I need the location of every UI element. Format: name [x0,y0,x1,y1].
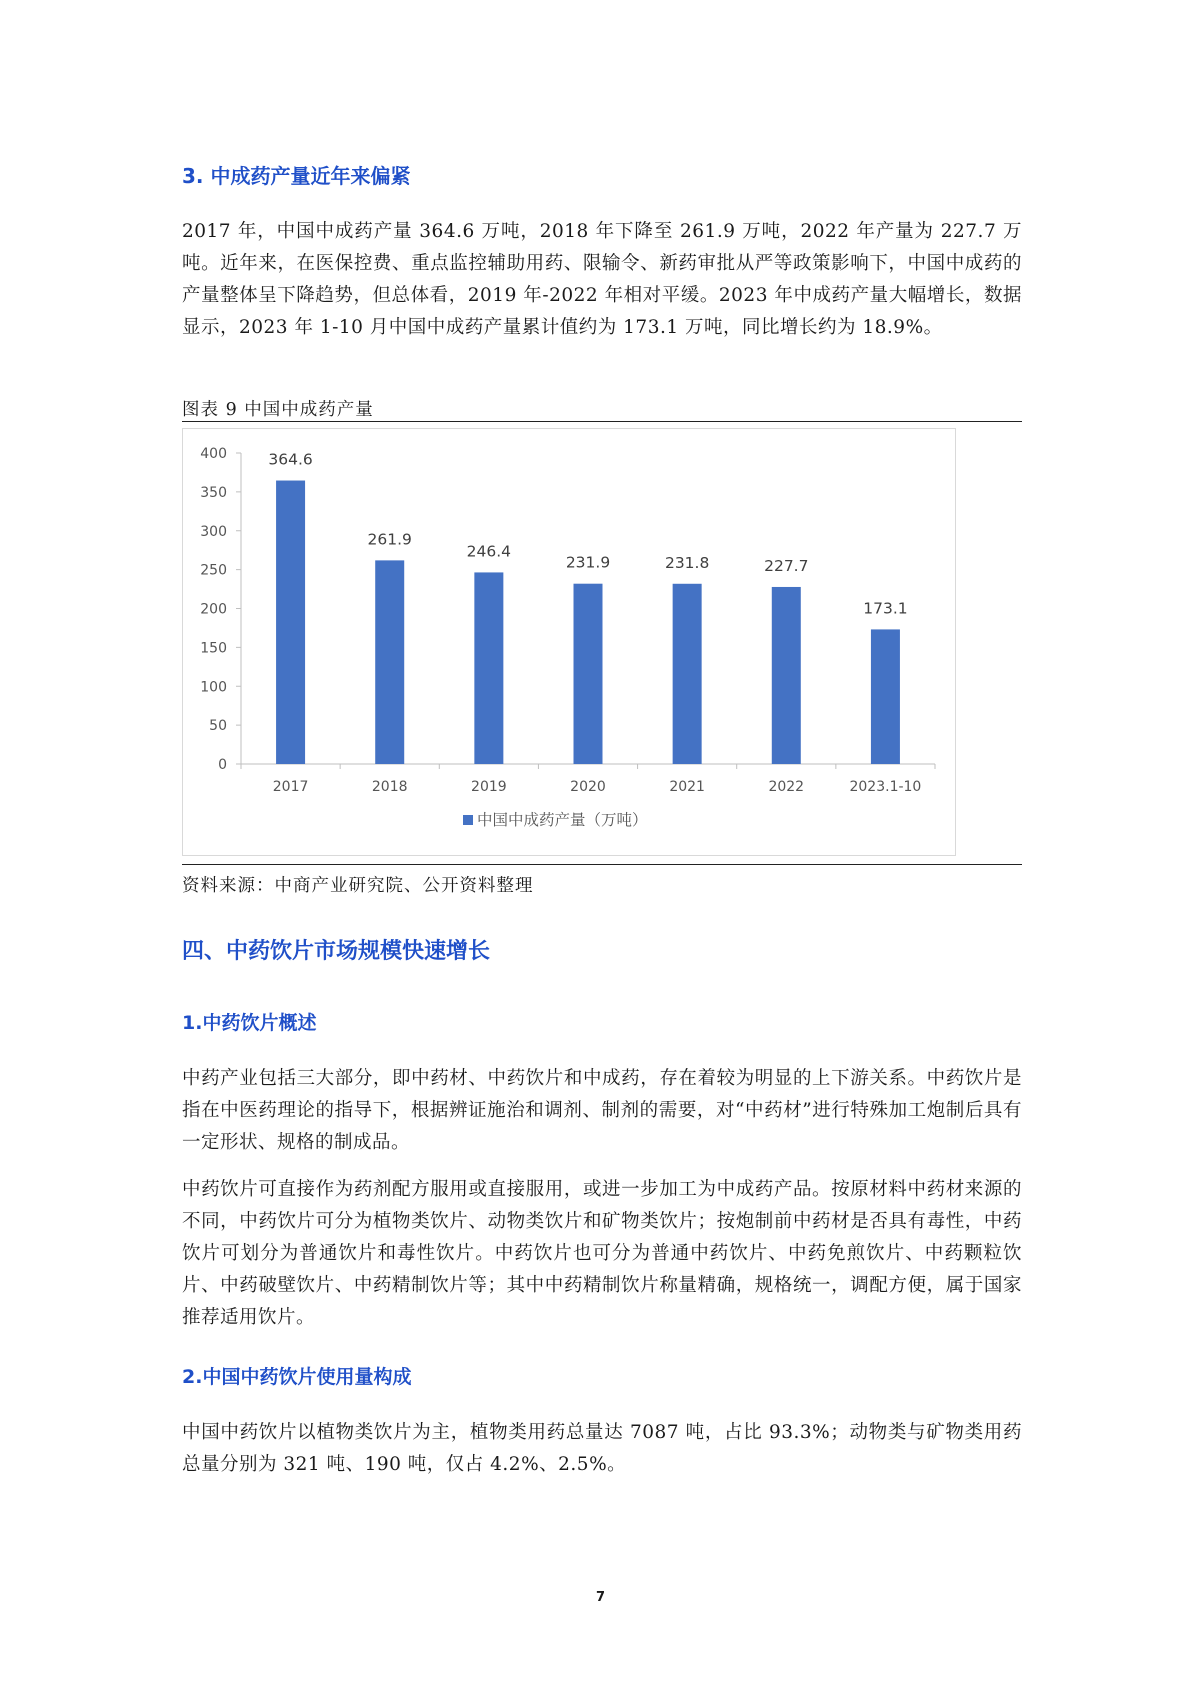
figure-top-rule [182,421,1022,422]
y-tick-label: 300 [200,523,227,540]
x-tick-label: 2020 [570,779,606,795]
section-4-heading: 四、中药饮片市场规模快速增长 [182,939,491,964]
bar-chart [183,429,955,855]
figure-bottom-rule [182,864,1022,865]
y-tick-label: 400 [200,446,227,462]
bar [276,481,305,764]
bar [772,587,801,764]
bar [375,560,404,764]
subsection-2-heading: 2.中国中药饮片使用量构成 [182,1366,412,1388]
figure-caption: 图表 9 中国中成药产量 [182,400,374,420]
legend-swatch [463,815,473,825]
bar-data-label: 231.8 [664,553,710,572]
bar-data-label: 231.9 [565,553,611,572]
bar [474,572,503,764]
subsection-1-paragraph-1: 中药产业包括三大部分，即中药材、中药饮片和中成药，存在着较为明显的上下游关系。中药饮片是指在中医药理论的指导下，根据辨证施治和调剂、制剂的需要，对“中药材”进行特殊加工炮制后具有一定形状、规格的制成品。 [182,1068,1022,1153]
y-tick-label: 350 [200,484,227,501]
bar-data-label: 227.7 [764,556,809,575]
subsection-1-heading: 1.中药饮片概述 [182,1012,317,1034]
x-tick-label: 2017 [272,779,309,795]
subsection-2-paragraph: 中国中药饮片以植物类饮片为主，植物类用药总量达 7087 吨，占比 93.3%；动物类与矿物类用药总量分别为 321 吨、190 吨，仅占 4.2%、2.5%。 [182,1422,1022,1475]
figure-source: 资料来源：中商产业研究院、公开资料整理 [182,876,534,896]
x-tick-label: 2018 [371,779,408,795]
y-tick-label: 100 [200,679,227,696]
y-tick-label: 0 [218,757,227,773]
bar-data-label: 261.9 [367,530,412,549]
bar-data-label: 364.6 [268,450,313,469]
bar [574,584,603,764]
x-tick-label: 2023.1-10 [849,779,922,795]
section-3-heading: 3. 中成药产量近年来偏紧 [182,164,411,188]
bar-data-label: 246.4 [466,542,512,561]
x-tick-label: 2019 [471,779,507,795]
bar [673,584,702,764]
y-tick-label: 150 [200,640,227,657]
x-tick-label: 2021 [669,779,705,795]
y-tick-label: 250 [200,562,227,579]
bar-chart-frame [182,428,956,856]
bar [871,629,900,764]
page-number: 7 [596,1590,606,1605]
section-3-paragraph: 2017 年，中国中成药产量 364.6 万吨，2018 年下降至 261.9 万吨，2022 年产量为 227.7 万吨。近年来，在医保控费、重点监控辅助用药、限输令、新药审批从严等政策影响下，中国中成药的产量整体呈下降趋势，但总体看，2019 年-2022 年相对平缓。2023 年中成药产量大幅增长，数据显示，2023 年 1-10 月中国中成药产量累计值约为 173.1 万吨，同比增长约为 18.9%。 [182,221,1022,338]
y-tick-label: 50 [209,718,227,735]
x-tick-label: 2022 [768,779,805,795]
legend-label: 中国中成药产量（万吨） [477,811,648,829]
subsection-1-paragraph-2: 中药饮片可直接作为药剂配方服用或直接服用，或进一步加工为中成药产品。按原材料中药材来源的不同，中药饮片可分为植物类饮片、动物类饮片和矿物类饮片；按炮制前中药材是否具有毒性，中药饮片可划分为普通饮片和毒性饮片。中药饮片也可分为普通中药饮片、中药免煎饮片、中药颗粒饮片、中药破壁饮片、中药精制饮片等；其中中药精制饮片称量精确，规格统一，调配方便，属于国家推荐适用饮片。 [182,1179,1022,1328]
y-tick-label: 200 [200,601,227,618]
bar-data-label: 173.1 [863,599,908,618]
